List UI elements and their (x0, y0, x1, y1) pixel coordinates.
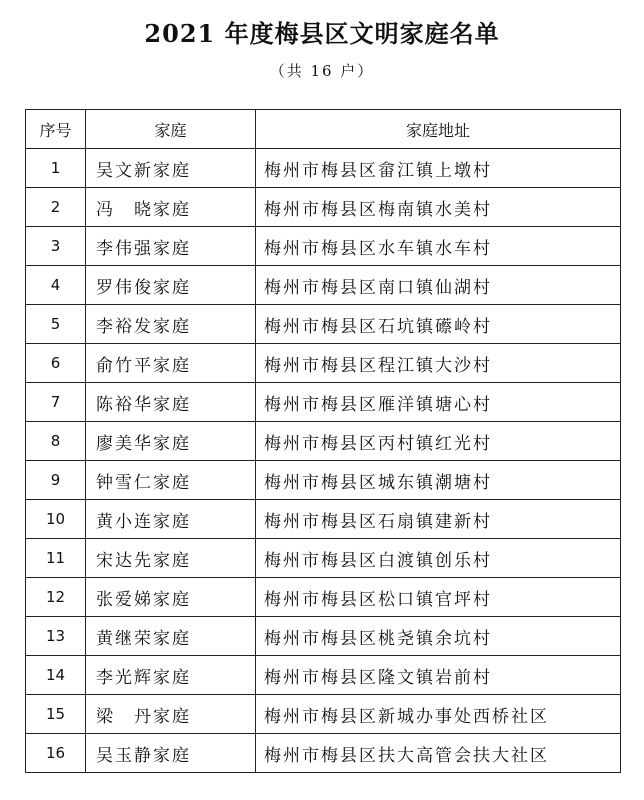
row-address: 梅州市梅县区新城办事处西桥社区 (256, 695, 621, 734)
row-family-name: 黄继荣家庭 (86, 617, 256, 656)
row-address: 梅州市梅县区城东镇潮塘村 (256, 461, 621, 500)
row-address: 梅州市梅县区石坑镇礤岭村 (256, 305, 621, 344)
header-address: 家庭地址 (256, 110, 621, 149)
row-family-name: 李光辉家庭 (86, 656, 256, 695)
table-row (26, 734, 621, 773)
row-address: 梅州市梅县区桃尧镇余坑村 (256, 617, 621, 656)
row-address: 梅州市梅县区隆文镇岩前村 (256, 656, 621, 695)
row-address: 梅州市梅县区雁洋镇塘心村 (256, 383, 621, 422)
row-family-name: 吴玉静家庭 (86, 734, 256, 773)
row-family-name: 李伟强家庭 (86, 227, 256, 266)
row-number: 9 (26, 461, 86, 500)
row-family-name: 李裕发家庭 (86, 305, 256, 344)
row-address: 梅州市梅县区水车镇水车村 (256, 227, 621, 266)
row-family-name: 陈裕华家庭 (86, 383, 256, 422)
row-address: 梅州市梅县区丙村镇红光村 (256, 422, 621, 461)
header-number: 序号 (26, 110, 86, 149)
table-row (26, 422, 621, 461)
row-number: 14 (26, 656, 86, 695)
row-number: 12 (26, 578, 86, 617)
table-row (26, 227, 621, 266)
row-family-name: 黄小连家庭 (86, 500, 256, 539)
table-row (26, 305, 621, 344)
row-family-name: 宋达先家庭 (86, 539, 256, 578)
row-number: 10 (26, 500, 86, 539)
row-family-name: 冯 晓家庭 (86, 188, 256, 227)
row-number: 5 (26, 305, 86, 344)
header-family: 家庭 (86, 110, 256, 149)
row-family-name: 吴文新家庭 (86, 149, 256, 188)
page-title: 2021 年度梅县区文明家庭名单 (144, 19, 500, 48)
table-row (26, 578, 621, 617)
row-number: 15 (26, 695, 86, 734)
row-number: 13 (26, 617, 86, 656)
row-number: 4 (26, 266, 86, 305)
table-row (26, 695, 621, 734)
row-address: 梅州市梅县区畲江镇上墩村 (256, 149, 621, 188)
row-number: 16 (26, 734, 86, 773)
row-number: 7 (26, 383, 86, 422)
table-row (26, 344, 621, 383)
table-row (26, 383, 621, 422)
row-family-name: 张爱娣家庭 (86, 578, 256, 617)
row-address: 梅州市梅县区梅南镇水美村 (256, 188, 621, 227)
page-subtitle: （共 16 户） (269, 62, 375, 80)
table-row (26, 461, 621, 500)
table-row (26, 149, 621, 188)
row-address: 梅州市梅县区程江镇大沙村 (256, 344, 621, 383)
row-number: 11 (26, 539, 86, 578)
row-address: 梅州市梅县区石扇镇建新村 (256, 500, 621, 539)
row-number: 6 (26, 344, 86, 383)
row-family-name: 钟雪仁家庭 (86, 461, 256, 500)
table-header (26, 110, 621, 149)
table-body (26, 149, 621, 773)
family-list-table (25, 109, 621, 773)
row-family-name: 罗伟俊家庭 (86, 266, 256, 305)
row-address: 梅州市梅县区白渡镇创乐村 (256, 539, 621, 578)
row-address: 梅州市梅县区南口镇仙湖村 (256, 266, 621, 305)
row-family-name: 廖美华家庭 (86, 422, 256, 461)
row-number: 2 (26, 188, 86, 227)
table-row (26, 500, 621, 539)
row-number: 3 (26, 227, 86, 266)
table-row (26, 539, 621, 578)
table-row (26, 656, 621, 695)
row-number: 1 (26, 149, 86, 188)
row-address: 梅州市梅县区松口镇官坪村 (256, 578, 621, 617)
row-number: 8 (26, 422, 86, 461)
table-row (26, 188, 621, 227)
row-family-name: 俞竹平家庭 (86, 344, 256, 383)
row-address: 梅州市梅县区扶大高管会扶大社区 (256, 734, 621, 773)
table-header-row (26, 110, 621, 149)
table-row (26, 266, 621, 305)
row-family-name: 梁 丹家庭 (86, 695, 256, 734)
table-row (26, 617, 621, 656)
